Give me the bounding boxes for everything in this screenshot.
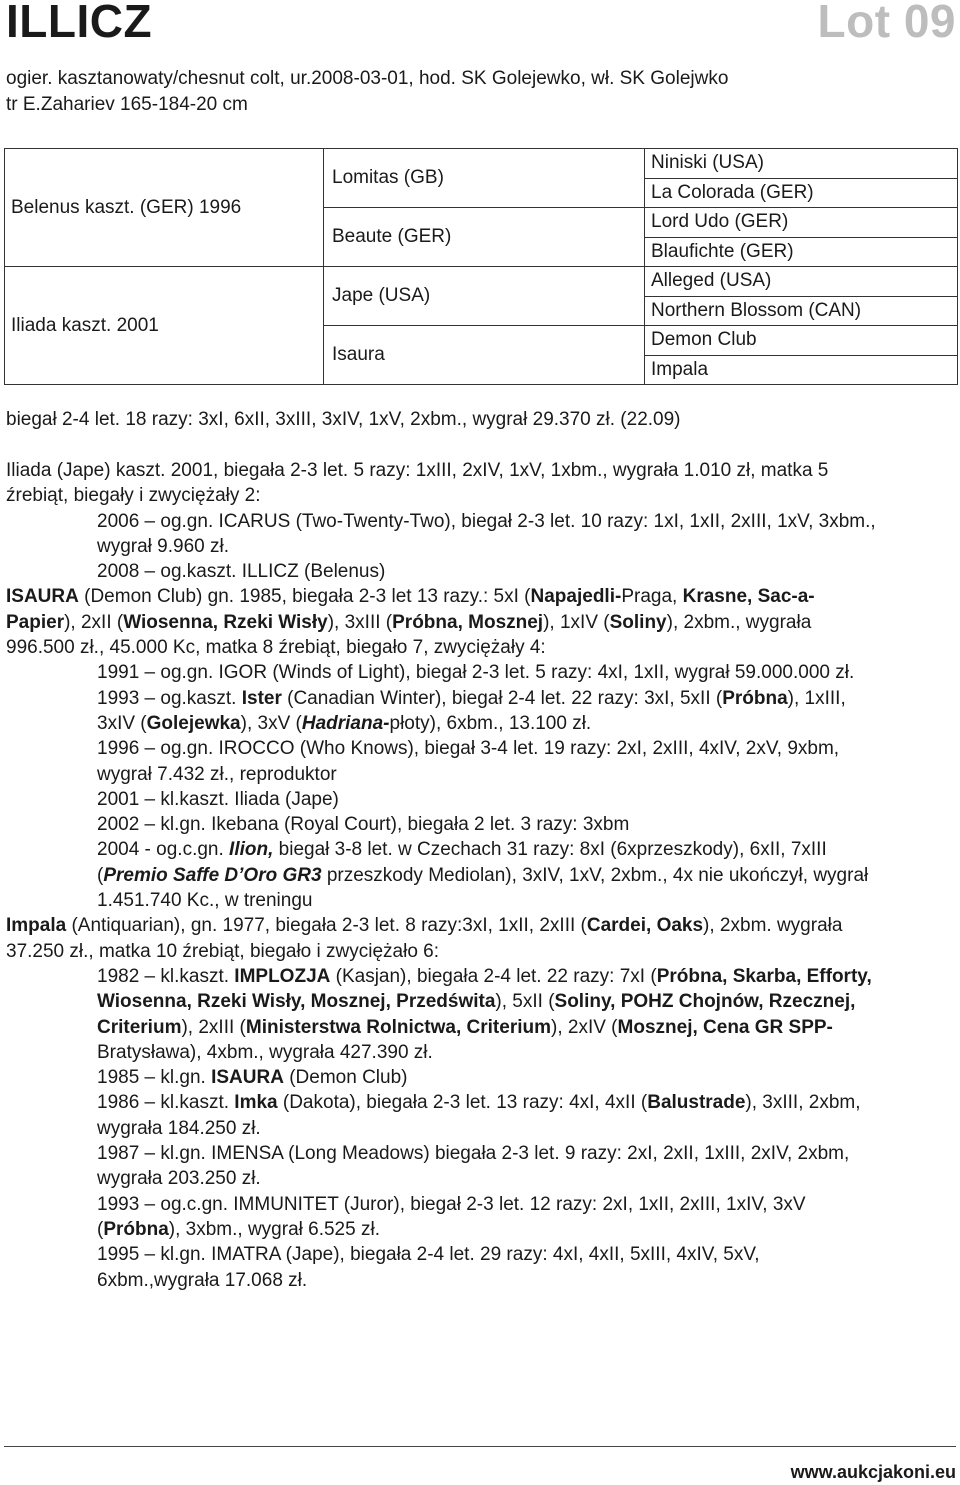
offspring-line: Criterium), 2xIII (Ministerstwa Rolnictwa, Criterium), 2xIV (Mosznej, Cena GR SPP- [97,1016,833,1038]
pedigree-gen3: Impala [645,355,958,385]
horse-name-title: ILLICZ [6,0,153,47]
granddam-name: ISAURA [6,586,79,608]
intro-line: ogier. kasztanowaty/chesnut colt, ur.2008-03-01, hod. SK Golejewko, wł. SK Golejwko [6,68,729,89]
offspring-line: 1986 – kl.kaszt. Imka (Dakota), biegała 2-3 let. 13 razy: 4xI, 4xII (Balustrade), 3xIII, 2xbm, [97,1092,861,1114]
offspring-line: 6xbm.,wygrała 17.068 zł. [97,1269,308,1291]
pedigree-sire-dam: Beaute (GER) [324,208,645,267]
offspring-line: Wiosenna, Rzeki Wisły, Mosznej, Przedświta), 5xII (Soliny, POHZ Chojnów, Rzecznej, [97,991,856,1013]
lot-number: Lot 09 [817,0,956,47]
offspring-line: 3xIV (Golejewka), 3xV (Hadriana-płoty), 6xbm., 13.100 zł. [97,712,592,734]
offspring-line: wygrał 7.432 zł., reproduktor [97,763,337,785]
offspring-line: 2006 – og.gn. ICARUS (Two-Twenty-Two), biegał 2-3 let. 10 razy: 1xI, 1xII, 2xIII, 1xV, 3xbm., [97,510,876,532]
offspring-line: Bratysława), 4xbm., wygrała 427.390 zł. [97,1041,433,1063]
pedigree-dam: Iliada kaszt. 2001 [5,267,324,385]
offspring-line: 1993 – og.kaszt. Ister (Canadian Winter), biegał 2-4 let. 22 razy: 3xI, 5xII (Próbna), 1xIII, [97,687,846,709]
granddam-line: 996.500 zł., 45.000 Kc, matka 8 źrebiąt, biegało 7, zwyciężały 4: [6,637,546,659]
intro-line: tr E.Zahariev 165-184-20 cm [6,94,248,115]
pedigree-table [4,148,958,385]
pedigree-gen3: Demon Club [645,326,958,356]
offspring-line: wygrała 203.250 zł. [97,1168,261,1190]
ggdam-line: 37.250 zł., matka 10 źrebiąt, biegało i zwyciężało 6: [6,940,440,962]
horse-intro [6,66,906,118]
pedigree-dam-sire: Jape (USA) [324,267,645,326]
offspring-line: 2002 – kl.gn. Ikebana (Royal Court), biegała 2 let. 3 razy: 3xbm [97,814,630,836]
offspring-line: 2008 – og.kaszt. ILLICZ (Belenus) [97,561,386,583]
offspring-line: (Próbna), 3xbm., wygrał 6.525 zł. [97,1218,380,1240]
offspring-line: 1991 – og.gn. IGOR (Winds of Light), biegał 2-3 let. 5 razy: 4xI, 1xII, wygrał 59.000.000 zł. [97,662,855,684]
pedigree-gen3: Northern Blossom (CAN) [645,296,958,326]
paragraph-line: źrebiąt, biegały i zwyciężały 2: [6,485,261,507]
pedigree-gen3: Lord Udo (GER) [645,208,958,238]
ggdam-name: Impala [6,915,67,937]
footer-divider [4,1446,956,1447]
paragraph-line: Iliada (Jape) kaszt. 2001, biegała 2-3 let. 5 razy: 1xIII, 2xIV, 1xV, 1xbm., wygrała 1.010 zł, matka 5 [6,460,829,481]
dam-section [6,458,952,1293]
offspring-line: 2004 - og.c.gn. Ilion, biegał 3-8 let. w Czechach 31 razy: 8xI (6xprzeszkody), 6xII, 7xIII [97,839,827,861]
offspring-line: wygrała 184.250 zł. [97,1117,261,1139]
race-record: biegał 2-4 let. 18 razy: 3xI, 6xII, 3xIII, 3xIV, 1xV, 2xbm., wygrał 29.370 zł. (22.09) [6,409,681,430]
pedigree-sire-sire: Lomitas (GB) [324,149,645,208]
pedigree-sire: Belenus kaszt. (GER) 1996 [5,149,324,267]
offspring-line: 1987 – kl.gn. IMENSA (Long Meadows) biegała 2-3 let. 9 razy: 2xI, 2xII, 1xIII, 2xIV, 2xbm, [97,1143,850,1165]
offspring-line: 1.451.740 Kc., w treningu [97,890,313,912]
pedigree-gen3: La Colorada (GER) [645,178,958,208]
granddam-line: Papier), 2xII (Wiosenna, Rzeki Wisły), 3xIII (Próbna, Mosznej), 1xIV (Soliny), 2xbm., wygrała [6,611,812,633]
offspring-line: 1982 – kl.kaszt. IMPLOZJA (Kasjan), biegała 2-4 let. 22 razy: 7xI (Próbna, Skarba, Efforty, [97,965,872,987]
offspring-line: wygrał 9.960 zł. [97,535,230,557]
pedigree-gen3: Alleged (USA) [645,267,958,297]
pedigree-gen3: Blaufichte (GER) [645,237,958,267]
pedigree-gen3: Niniski (USA) [645,149,958,179]
offspring-line: 1996 – og.gn. IROCCO (Who Knows), biegał 3-4 let. 19 razy: 2xI, 2xIII, 4xIV, 2xV, 9xbm, [97,738,840,760]
pedigree-dam-dam: Isaura [324,326,645,385]
offspring-line: (Premio Saffe D’Oro GR3 przeszkody Mediolan), 3xIV, 1xV, 2xbm., 4x nie ukończył, wygrał [97,864,869,886]
granddam-line: ISAURA (Demon Club) gn. 1985, biegała 2-3 let 13 razy.: 5xI (Napajedli-Praga, Krasne, Sac-a- [6,586,815,608]
ggdam-line: Impala (Antiquarian), gn. 1977, biegała 2-3 let. 8 razy:3xI, 1xII, 2xIII (Cardei, Oaks), 2xbm. wygrała [6,915,843,937]
offspring-line: 1995 – kl.gn. IMATRA (Jape), biegała 2-4 let. 29 razy: 4xI, 4xII, 5xIII, 4xIV, 5xV, [97,1244,760,1266]
footer-website-link[interactable]: www.aukcjakoni.eu [790,1462,956,1482]
offspring-line: 1985 – kl.gn. ISAURA (Demon Club) [97,1067,408,1089]
offspring-line: 1993 – og.c.gn. IMMUNITET (Juror), biegał 2-3 let. 12 razy: 2xI, 1xII, 2xIII, 1xIV, 3xV [97,1193,806,1215]
offspring-line: 2001 – kl.kaszt. Iliada (Jape) [97,788,339,810]
